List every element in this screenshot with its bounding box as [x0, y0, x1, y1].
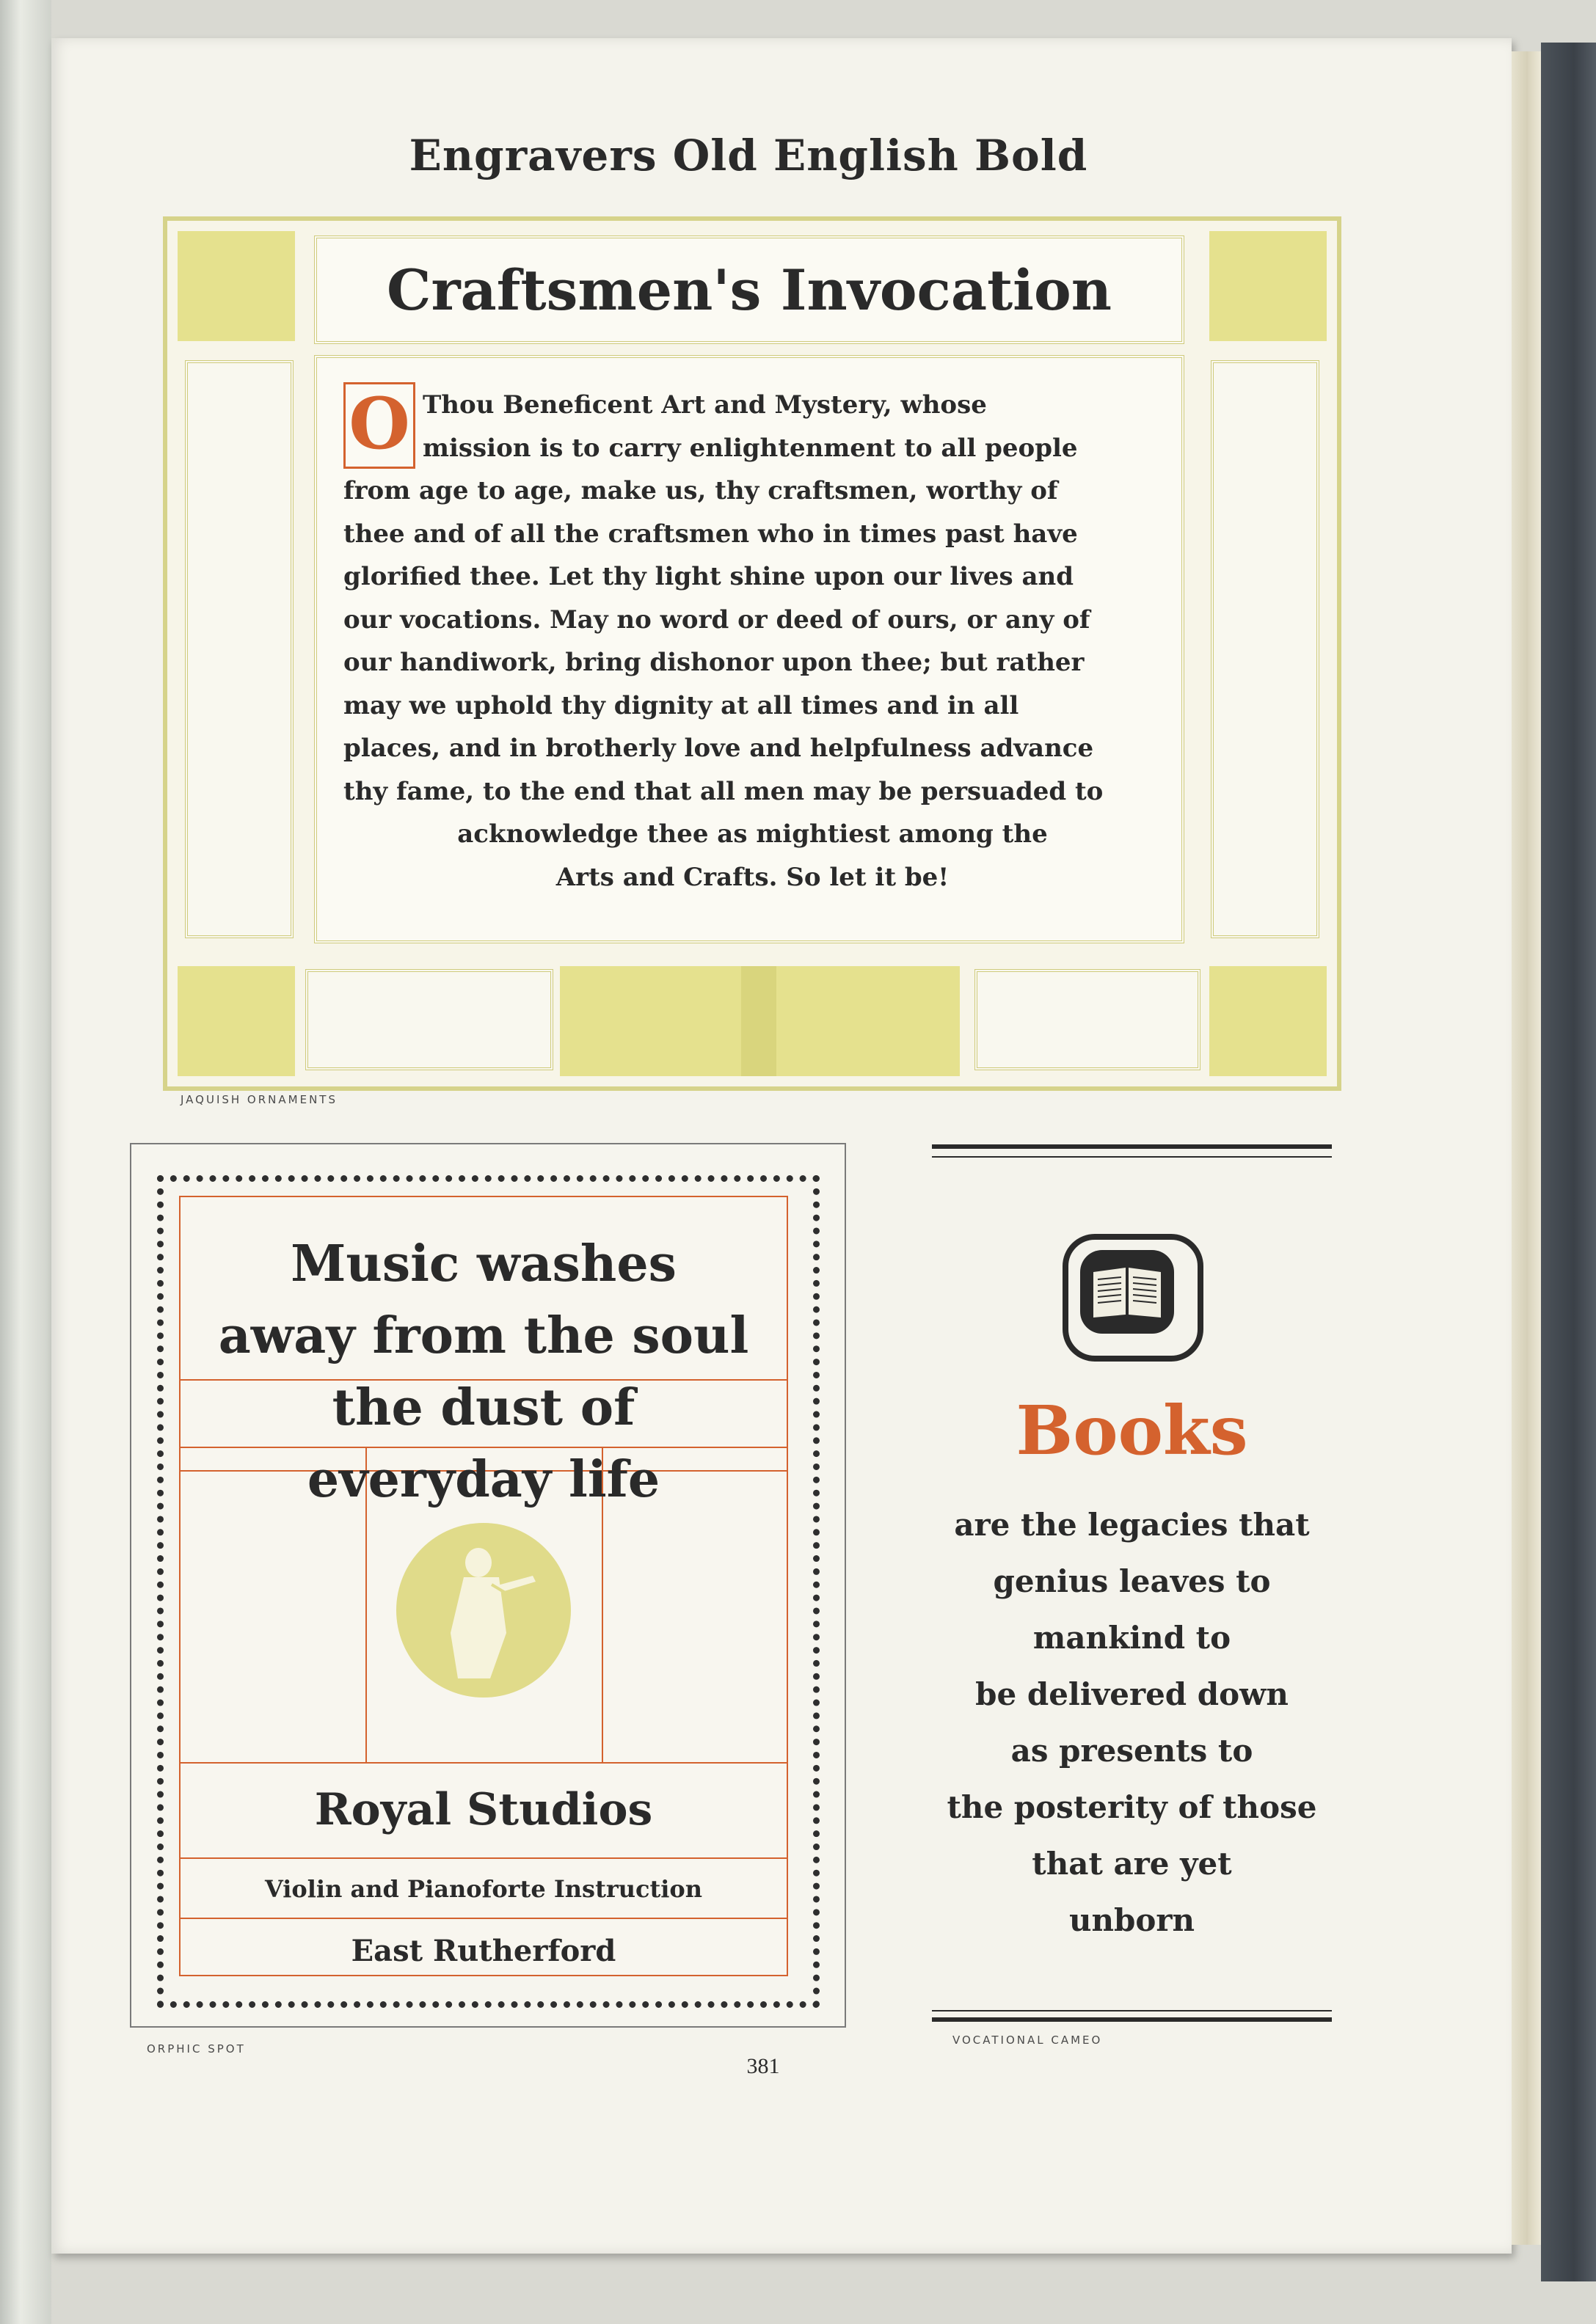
books-line: unborn [1068, 1902, 1195, 1938]
violinist-medallion [396, 1523, 571, 1698]
invocation-title: Craftsmen's Invocation [387, 257, 1112, 323]
music-headline [181, 1228, 787, 1516]
bottom-left-panel [305, 969, 553, 1070]
invocation-line: may we uphold thy dignity at all times and in all [343, 690, 1019, 720]
corner-ornament-top-left [178, 231, 295, 341]
corner-ornament-bottom-left [178, 966, 295, 1076]
page-edges [1512, 51, 1528, 2245]
page-number: 381 [746, 2054, 780, 2078]
caption-jaquish: JAQUISH ORNAMENTS [181, 1093, 338, 1106]
books-bottom-rule [932, 2017, 1332, 2022]
invocation-line: thee and of all the craftsmen who in times past have [343, 519, 1078, 549]
bottom-ornament-left [560, 966, 743, 1076]
music-headline-line: everyday life [307, 1450, 660, 1509]
invocation-line: our vocations. May no word or deed of ours, or any of [343, 604, 1090, 635]
invocation-line: from age to age, make us, thy craftsmen, worthy of [343, 476, 1058, 505]
books-line: that are yet [1032, 1846, 1232, 1882]
books-line: as presents to [1010, 1733, 1253, 1769]
studio-name: Royal Studios [314, 1784, 653, 1835]
music-rule [181, 1857, 787, 1859]
invocation-body [343, 384, 1162, 899]
invocation-line: places, and in brotherly love and helpfulness advance [343, 734, 1094, 763]
music-rule [181, 1918, 787, 1919]
book-pages-icon [1080, 1250, 1174, 1334]
invocation-frame [163, 216, 1341, 1091]
left-side-panel [185, 360, 294, 938]
studio-location: East Rutherford [351, 1934, 616, 1968]
caption-vocational: VOCATIONAL CAMEO [952, 2034, 1103, 2047]
invocation-line: mission is to carry enlightenment to all people [423, 433, 1078, 463]
books-top-rule-thin [932, 1156, 1332, 1158]
books-line: are the legacies that [954, 1507, 1310, 1543]
page-heading: Engravers Old English Bold [409, 131, 1088, 180]
invocation-line: acknowledge thee as mightiest among the [457, 819, 1048, 849]
right-side-panel [1211, 360, 1319, 938]
corner-ornament-top-right [1209, 231, 1327, 341]
violinist-figure-icon [396, 1523, 571, 1698]
books-body [910, 1497, 1354, 1948]
invocation-line: Arts and Crafts. So let it be! [555, 862, 950, 892]
books-bottom-rule-thin [932, 2010, 1332, 2011]
bottom-ornament-right [776, 966, 960, 1076]
books-line: be delivered down [975, 1676, 1289, 1712]
caption-orphic: ORPHIC SPOT [147, 2042, 246, 2056]
music-headline-line: the dust of [332, 1378, 635, 1437]
books-line: genius leaves to [993, 1563, 1271, 1599]
music-headline-line: away from the soul [218, 1307, 749, 1365]
page-edges-inner [1528, 51, 1541, 2245]
books-top-rule [932, 1144, 1332, 1149]
music-headline-line: Music washes [291, 1235, 677, 1293]
books-title: Books [1016, 1391, 1248, 1470]
bottom-right-panel [974, 969, 1200, 1070]
books-line: mankind to [1032, 1620, 1231, 1656]
music-ad-inner [179, 1196, 788, 1976]
books-line: the posterity of those [947, 1789, 1317, 1825]
invocation-line: glorified thee. Let thy light shine upon our lives and [343, 562, 1074, 591]
book-cover [1541, 43, 1596, 2281]
drop-cap: O [343, 382, 415, 469]
bottom-ornament-center [741, 966, 778, 1076]
invocation-line: our handiwork, bring dishonor upon thee; but rather [343, 648, 1085, 677]
studio-services: Violin and Pianoforte Instruction [265, 1875, 702, 1903]
book-binding [0, 0, 51, 2324]
book-cameo-icon [1063, 1234, 1203, 1362]
music-rule [181, 1762, 787, 1764]
corner-ornament-bottom-right [1209, 966, 1327, 1076]
open-book-icon [1080, 1250, 1174, 1334]
invocation-line: thy fame, to the end that all men may be persuaded to [343, 776, 1104, 806]
invocation-line: Thou Beneficent Art and Mystery, whose [423, 390, 987, 420]
